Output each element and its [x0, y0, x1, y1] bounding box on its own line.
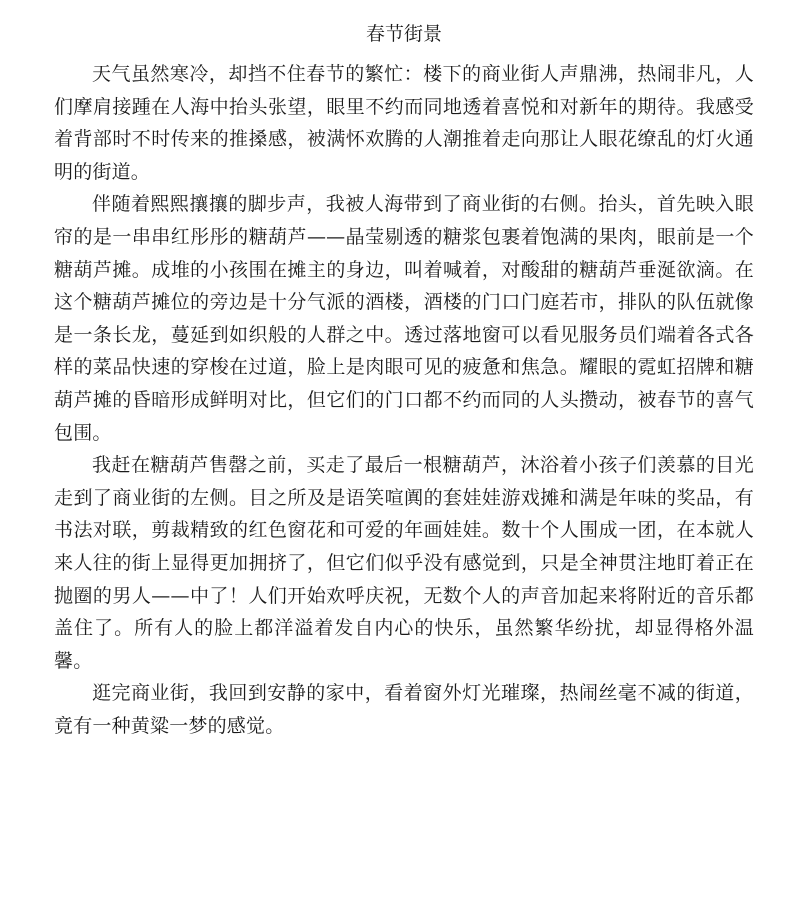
paragraph-2: 伴随着熙熙攘攘的脚步声，我被人海带到了商业街的右侧。抬头，首先映入眼帘的是一串串红彤彤的糖葫芦——晶莹剔透的糖浆包裹着饱满的果肉，眼前是一个糖葫芦摊。成堆的小孩围在摊主的身边，叫着喊着，对酸甜的糖葫芦垂涎欲滴。在这个糖葫芦摊位的旁边是十分气派的酒楼，酒楼的门口门庭若市，排队的队伍就像是一条长龙，蔓延到如织般的人群之中。透过落地窗可以看见服务员们端着各式各样的菜品快速的穿梭在过道，脸上是肉眼可见的疲惫和焦急。耀眼的霓虹招牌和糖葫芦摊的昏暗形成鲜明对比，但它们的门口都不约而同的人头攒动，被春节的喜气包围。 — [54, 193, 754, 444]
paragraph-3: 我赶在糖葫芦售罄之前，买走了最后一根糖葫芦，沐浴着小孩子们羡慕的目光走到了商业街的左侧。目之所及是语笑喧阗的套娃娃游戏摊和满是年味的奖品，有书法对联，剪裁精致的红色窗花和可爱的年画娃娃。数十个人围成一团，在本就人来人往的街上显得更加拥挤了，但它们似乎没有感觉到，只是全神贯注地盯着正在抛圈的男人——中了！人们开始欢呼庆祝，无数个人的声音加起来将附近的音乐都盖住了。所有人的脸上都洋溢着发自内心的快乐，虽然繁华纷扰，却显得格外温馨。 — [54, 454, 754, 672]
document-title: 春节街景 — [365, 23, 442, 45]
paragraph-4: 逛完商业街，我回到安静的家中，看着窗外灯光璀璨，热闹丝毫不减的街道，竟有一种黄粱一梦的感觉。 — [54, 682, 754, 737]
document-page — [54, 22, 754, 742]
paragraph-1: 天气虽然寒冷，却挡不住春节的繁忙：楼下的商业街人声鼎沸，热闹非凡，人们摩肩接踵在人海中抬头张望，眼里不约而同地透着喜悦和对新年的期待。我感受着背部时不时传来的推搡感，被满怀欢腾的人潮推着走向那让人眼花缭乱的灯火通明的街道。 — [54, 63, 754, 183]
